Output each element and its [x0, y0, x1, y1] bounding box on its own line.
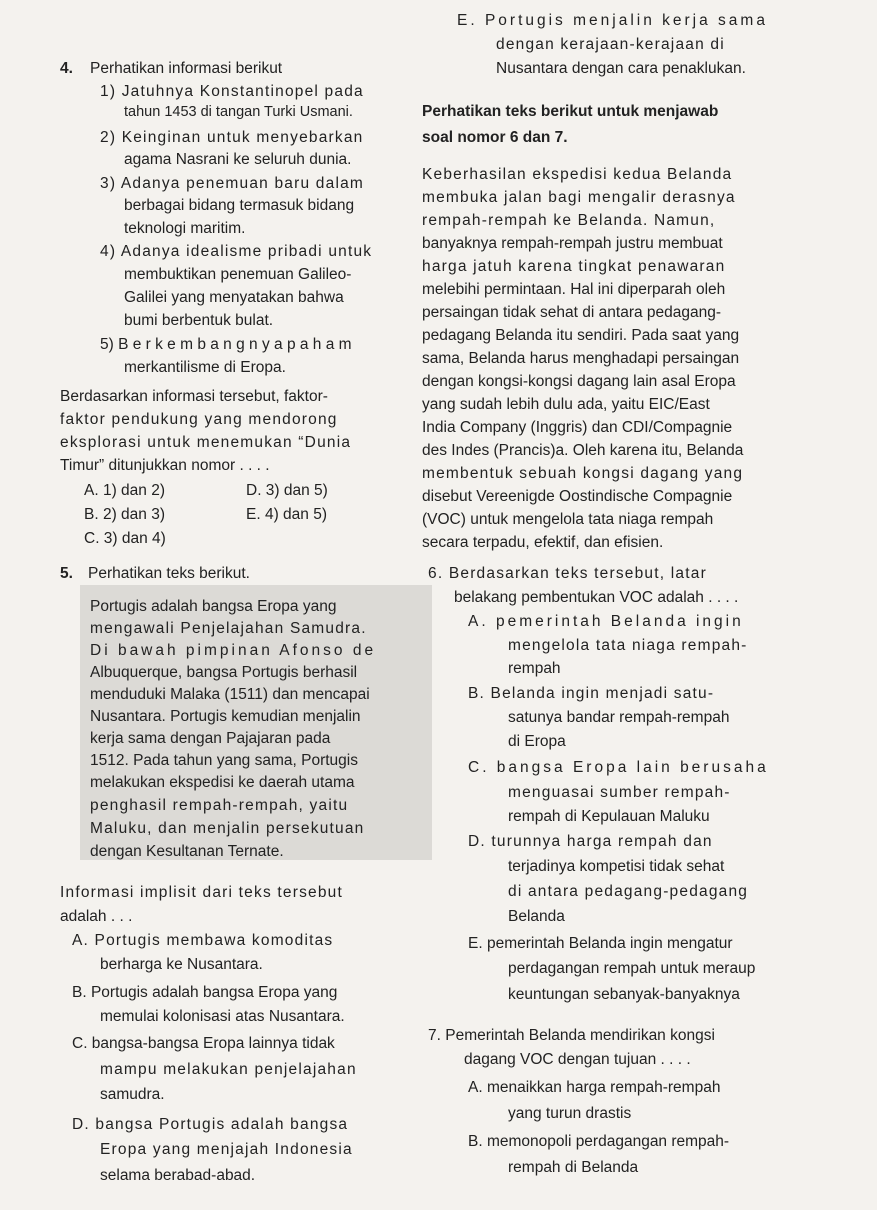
- passage-l2: membuka jalan bagi mengalir derasnya: [422, 189, 736, 206]
- q4-item4-l3: Galilei yang menyatakan bahwa: [124, 289, 344, 306]
- q4-item4-l4: bumi berbentuk bulat.: [124, 312, 274, 329]
- passage-l9: sama, Belanda harus menghadapi persaingan: [422, 350, 740, 367]
- q4-item1-l2: tahun 1453 di tangan Turki Usmani.: [124, 104, 353, 120]
- q4-option-d[interactable]: D. 3) dan 5): [246, 482, 328, 499]
- q7-stem-l2: dagang VOC dengan tujuan . . . .: [464, 1051, 691, 1068]
- q5-box-l9: melakukan ekspedisi ke daerah utama: [90, 774, 355, 791]
- q4-question-l4: Timur” ditunjukkan nomor . . . .: [60, 457, 270, 474]
- q5-option-c-l3: samudra.: [100, 1086, 165, 1103]
- q4-option-b[interactable]: B. 2) dan 3): [84, 506, 165, 523]
- q5-box-l10: penghasil rempah-rempah, yaitu: [90, 797, 349, 814]
- q5-box-l2: mengawali Penjelajahan Samudra.: [90, 620, 367, 637]
- q5-box-l1: Portugis adalah bangsa Eropa yang: [90, 598, 337, 615]
- q5-intro: Perhatikan teks berikut.: [88, 565, 250, 582]
- q4-question-l2: faktor pendukung yang mendorong: [60, 411, 338, 428]
- q4-option-e[interactable]: E. 4) dan 5): [246, 506, 327, 523]
- passage-l8: pedagang Belanda itu sendiri. Pada saat yang: [422, 327, 740, 344]
- q7-option-b-l2: rempah di Belanda: [508, 1159, 639, 1176]
- q5-option-a-l1[interactable]: A. Portugis membawa komoditas: [72, 932, 334, 949]
- q4-item2-l1: 2) Keinginan untuk menyebarkan: [100, 129, 364, 146]
- q4-item1-l1: 1) Jatuhnya Konstantinopel pada: [100, 83, 364, 100]
- q6-option-d-l2: terjadinya kompetisi tidak sehat: [508, 858, 725, 875]
- q6-option-e-l1[interactable]: E. pemerintah Belanda ingin mengatur: [468, 935, 733, 952]
- passage-l7: persaingan tidak sehat di antara pedagang-: [422, 304, 722, 321]
- q4-item2-l2: agama Nasrani ke seluruh dunia.: [124, 151, 352, 168]
- q7-option-a-l1[interactable]: A. menaikkan harga rempah-rempah: [468, 1079, 721, 1096]
- q7-option-a-l2: yang turun drastis: [508, 1105, 632, 1122]
- instruction-l2: soal nomor 6 dan 7.: [422, 129, 568, 146]
- q5-question-l1: Informasi implisit dari teks tersebut: [60, 884, 344, 901]
- q6-option-a-l2: mengelola tata niaga rempah-: [508, 637, 748, 654]
- q5-number: 5.: [60, 565, 73, 582]
- q5-box-l8: 1512. Pada tahun yang sama, Portugis: [90, 752, 358, 769]
- passage-l1: Keberhasilan ekspedisi kedua Belanda: [422, 166, 733, 183]
- passage-l15: disebut Vereenigde Oostindische Compagnie: [422, 488, 733, 505]
- passage-l11: yang sudah lebih dulu ada, yaitu EIC/East: [422, 396, 710, 413]
- q6-option-c-l1[interactable]: C. bangsa Eropa lain berusaha: [468, 759, 769, 776]
- q6-option-d-l3: di antara pedagang-pedagang: [508, 883, 749, 900]
- q6-option-b-l2: satunya bandar rempah-rempah: [508, 709, 730, 726]
- passage-l14: membentuk sebuah kongsi dagang yang: [422, 465, 744, 482]
- passage-l13: des Indes (Prancis)a. Oleh karena itu, Belanda: [422, 442, 744, 459]
- q5-box-l7: kerja sama dengan Pajajaran pada: [90, 730, 331, 747]
- q6-option-c-l3: rempah di Kepulauan Maluku: [508, 808, 710, 825]
- passage-l6: melebihi permintaan. Hal ini diperparah oleh: [422, 281, 726, 298]
- passage-l16: (VOC) untuk mengelola tata niaga rempah: [422, 511, 714, 528]
- instruction-l1: Perhatikan teks berikut untuk menjawab: [422, 103, 719, 120]
- q6-option-e-l2: perdagangan rempah untuk meraup: [508, 960, 756, 977]
- q5-option-d-l3: selama berabad-abad.: [100, 1167, 256, 1184]
- passage-l4: banyaknya rempah-rempah justru membuat: [422, 235, 723, 252]
- q5-question-l2: adalah . . .: [60, 908, 133, 925]
- q4-item3-l3: teknologi maritim.: [124, 220, 246, 237]
- q4-option-e-l2: dengan kerajaan-kerajaan di: [496, 36, 725, 53]
- q5-option-d-l1[interactable]: D. bangsa Portugis adalah bangsa: [72, 1116, 349, 1133]
- q5-option-b-l2: memulai kolonisasi atas Nusantara.: [100, 1008, 345, 1025]
- q4-item5-l2: merkantilisme di Eropa.: [124, 359, 286, 376]
- q4-option-e-l3: Nusantara dengan cara penaklukan.: [496, 60, 746, 77]
- q4-number: 4.: [60, 60, 73, 77]
- q6-option-b-l3: di Eropa: [508, 733, 566, 750]
- passage-l12: India Company (Inggris) dan CDI/Compagnie: [422, 419, 733, 436]
- q4-question-l1: Berdasarkan informasi tersebut, faktor-: [60, 388, 328, 405]
- q5-box-l5: menduduki Malaka (1511) dan mencapai: [90, 686, 370, 703]
- q5-box-l12: dengan Kesultanan Ternate.: [90, 843, 284, 860]
- q4-option-c[interactable]: C. 3) dan 4): [84, 530, 166, 547]
- q5-box-l6: Nusantara. Portugis kemudian menjalin: [90, 708, 361, 725]
- q6-option-d-l1[interactable]: D. turunnya harga rempah dan: [468, 833, 713, 850]
- q4-item3-l1: 3) Adanya penemuan baru dalam: [100, 175, 365, 192]
- q4-option-e-l1[interactable]: E. Portugis menjalin kerja sama: [457, 12, 768, 29]
- q6-option-c-l2: menguasai sumber rempah-: [508, 784, 731, 801]
- q4-item4-l1: 4) Adanya idealisme pribadi untuk: [100, 243, 373, 260]
- q4-question-l3: eksplorasi untuk menemukan “Dunia: [60, 434, 352, 451]
- passage-l3: rempah-rempah ke Belanda. Namun,: [422, 212, 716, 229]
- q6-option-d-l4: Belanda: [508, 908, 565, 925]
- q6-option-e-l3: keuntungan sebanyak-banyaknya: [508, 986, 740, 1003]
- q5-option-b-l1[interactable]: B. Portugis adalah bangsa Eropa yang: [72, 984, 338, 1001]
- q4-item5-l1: 5) B e r k e m b a n g n y a p a h a m: [100, 336, 352, 353]
- q7-option-b-l1[interactable]: B. memonopoli perdagangan rempah-: [468, 1133, 730, 1150]
- q5-option-a-l2: berharga ke Nusantara.: [100, 956, 263, 973]
- q6-option-b-l1[interactable]: B. Belanda ingin menjadi satu-: [468, 685, 715, 702]
- q6-stem-l2: belakang pembentukan VOC adalah . . . .: [454, 589, 739, 606]
- q6-option-a-l3: rempah: [508, 660, 561, 677]
- q4-item4-l2: membuktikan penemuan Galileo-: [124, 266, 352, 283]
- q4-intro: Perhatikan informasi berikut: [90, 60, 283, 77]
- q4-option-a[interactable]: A. 1) dan 2): [84, 482, 165, 499]
- q6-option-a-l1[interactable]: A. pemerintah Belanda ingin: [468, 613, 744, 630]
- passage-l17: secara terpadu, efektif, dan efisien.: [422, 534, 664, 551]
- passage-l5: harga jatuh karena tingkat penawaran: [422, 258, 726, 275]
- q7-stem-l1: 7. Pemerintah Belanda mendirikan kongsi: [428, 1027, 715, 1044]
- q5-box-l4: Albuquerque, bangsa Portugis berhasil: [90, 664, 358, 681]
- q5-option-c-l2: mampu melakukan penjelajahan: [100, 1061, 357, 1078]
- q5-box-l3: Di bawah pimpinan Afonso de: [90, 642, 377, 659]
- q5-box-l11: Maluku, dan menjalin persekutuan: [90, 820, 365, 837]
- q5-option-c-l1[interactable]: C. bangsa-bangsa Eropa lainnya tidak: [72, 1035, 335, 1052]
- q5-option-d-l2: Eropa yang menjajah Indonesia: [100, 1141, 353, 1158]
- passage-l10: dengan kongsi-kongsi dagang lain asal Eropa: [422, 373, 736, 390]
- q4-item3-l2: berbagai bidang termasuk bidang: [124, 197, 355, 214]
- q6-stem-l1: 6. Berdasarkan teks tersebut, latar: [428, 565, 707, 582]
